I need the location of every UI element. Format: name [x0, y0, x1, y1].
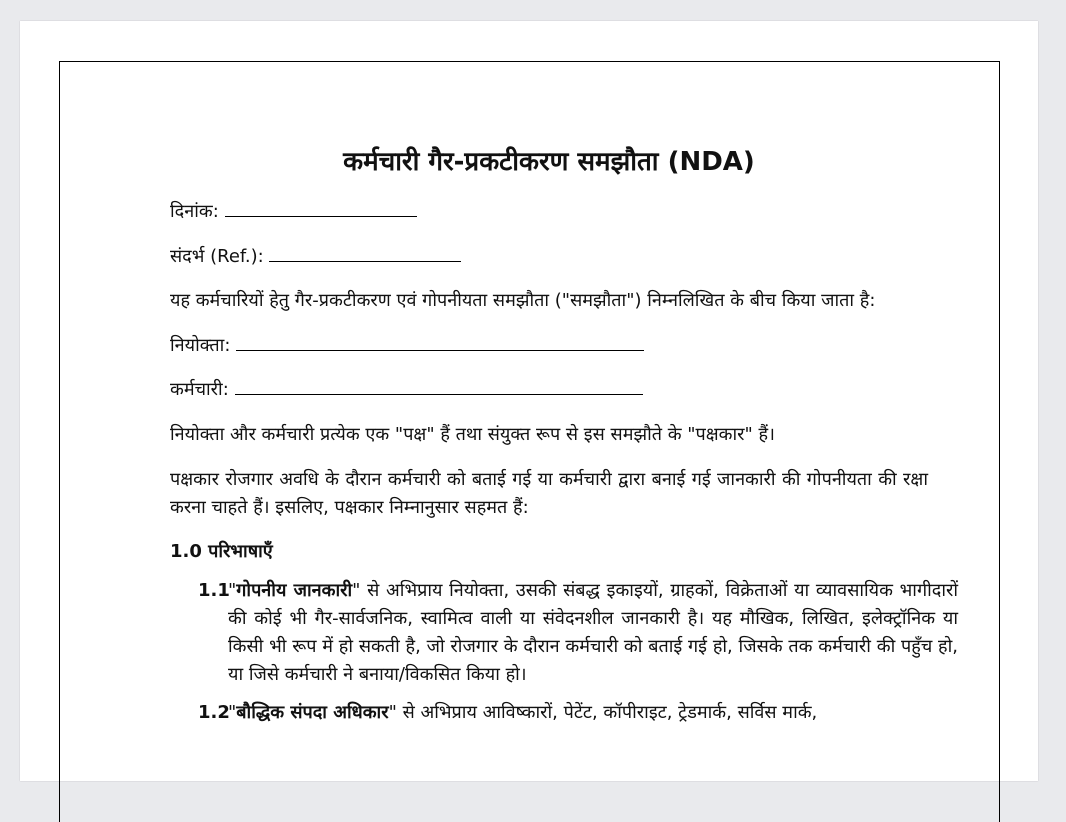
employer-label: नियोक्ता:	[170, 335, 231, 356]
page-border-frame	[59, 61, 1000, 822]
employee-label: कर्मचारी:	[170, 379, 229, 400]
ref-blank-field[interactable]	[269, 243, 461, 262]
purpose-paragraph: पक्षकार रोजगार अवधि के दौरान कर्मचारी को बताई गई या कर्मचारी द्वारा बनाई गई जानकारी की गोपनीयता की रक्षा करना चाहते हैं। इसलिए, पक्षकार निम्नानुसार सहमत हैं:	[170, 469, 928, 518]
date-line	[170, 198, 417, 226]
date-label: दिनांक:	[170, 201, 219, 222]
employee-line	[170, 376, 643, 404]
employer-line	[170, 332, 644, 360]
document-page	[20, 21, 1038, 781]
item-open-quote: "	[228, 580, 237, 601]
item-text	[228, 577, 958, 689]
item-number: 1.2	[198, 702, 230, 723]
item-definition: से अभिप्राय नियोक्ता, उसकी संबद्ध इकाइयों, ग्राहकों, विक्रेताओं या व्यावसायिक भागीदारों की कोई भी गैर-सार्वजनिक, स्वामित्व वाली या संवेदनशील जानकारी है। यह मौखिक, लिखित, इलेक्ट्रॉनिक या किसी भी रूप में हो सकती है, जो रोजगार के दौरान कर्मचारी को बताई गई हो, जिसके तक कर्मचारी की पहुँच हो, या जिसे कर्मचारी ने बनाया/विकसित किया हो।	[228, 580, 959, 685]
ref-label: संदर्भ (Ref.):	[170, 246, 264, 267]
parties-paragraph: नियोक्ता और कर्मचारी प्रत्येक एक "पक्ष" हैं तथा संयुक्त रूप से इस समझौते के "पक्षकार" हैं।	[170, 424, 775, 445]
item-close-quote: "	[388, 702, 397, 723]
employer-blank-field[interactable]	[236, 332, 644, 351]
section-heading-definitions: 1.0 परिभाषाएँ	[170, 541, 273, 562]
item-number: 1.1	[198, 580, 230, 601]
employee-blank-field[interactable]	[235, 376, 643, 395]
item-close-quote: "	[352, 580, 361, 601]
item-term: गोपनीय जानकारी	[236, 580, 353, 601]
item-term: बौद्धिक संपदा अधिकार	[236, 702, 389, 723]
item-definition: से अभिप्राय आविष्कारों, पेटेंट, कॉपीराइट, ट्रेडमार्क, सर्विस मार्क,	[396, 702, 818, 723]
item-text	[228, 699, 958, 727]
intro-paragraph: यह कर्मचारियों हेतु गैर-प्रकटीकरण एवं गोपनीयता समझौता ("समझौता") निम्नलिखित के बीच किया जाता है:	[170, 290, 876, 311]
date-blank-field[interactable]	[225, 198, 417, 217]
document-title: कर्मचारी गैर-प्रकटीकरण समझौता (NDA)	[343, 147, 755, 177]
ref-line	[170, 243, 461, 271]
item-open-quote: "	[228, 702, 237, 723]
